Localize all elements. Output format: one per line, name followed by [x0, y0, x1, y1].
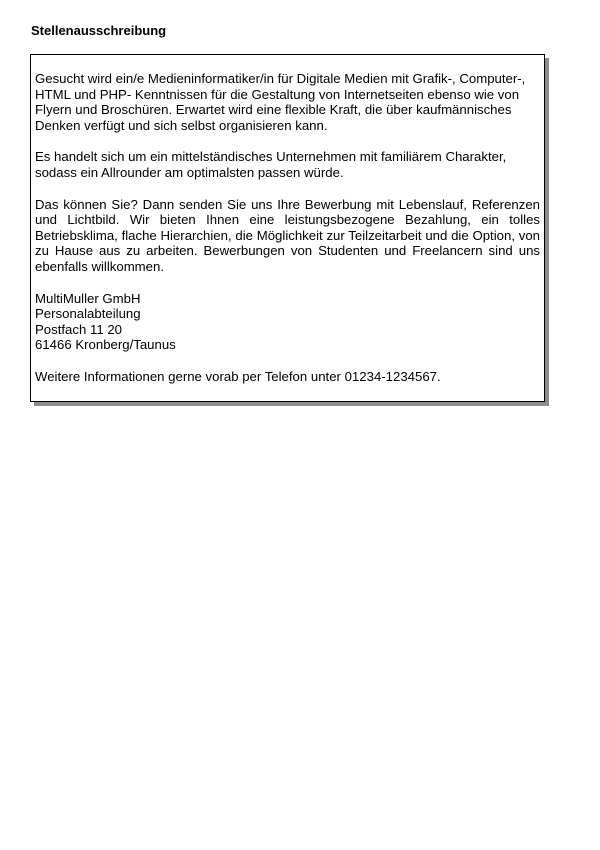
company-description-paragraph: Es handelt sich um ein mittelständisches Unternehmen mit familiärem Charakter, sodass ein Allrounder am optimalsten passen würde. — [35, 149, 507, 180]
application-paragraph: Das können Sie? Dann senden Sie uns Ihre Bewerbung mit Lebenslauf, Referenzen und Lichtbild. Wir bieten Ihnen eine leistungsbezogene Bezahlung, ein tolles Betriebsklima, flache Hierarchien, die Möglichkeit zur Teilzeitarbeit und die Option, von zu Hause aus zu arbeiten. Bewerbungen von Studenten und Freelancern sind uns ebenfalls willkommen. — [35, 196, 540, 274]
company-name: MultiMuller GmbH — [35, 290, 141, 306]
contact-line: Weitere Informationen gerne vorab per Telefon unter 01234-1234567. — [35, 368, 441, 384]
company-address — [35, 291, 540, 353]
department-name: Personalabteilung — [35, 306, 141, 322]
page-title: Stellenausschreibung — [31, 23, 167, 38]
postal-city: 61466 Kronberg/Taunus — [35, 337, 176, 353]
job-ad-box — [30, 54, 545, 402]
po-box: Postfach 11 20 — [35, 321, 122, 337]
job-description-paragraph: Gesucht wird ein/e Medieninformatiker/in für Digitale Medien mit Grafik-, Computer-, HTML und PHP- Kenntnissen für die Gestaltung von Internetseiten ebenso wie von Flyern und Broschüren. Erwartet wird eine flexible Kraft, die über kaufmännisches Denken verfügt und sich selbst organisieren kann. — [35, 71, 526, 133]
